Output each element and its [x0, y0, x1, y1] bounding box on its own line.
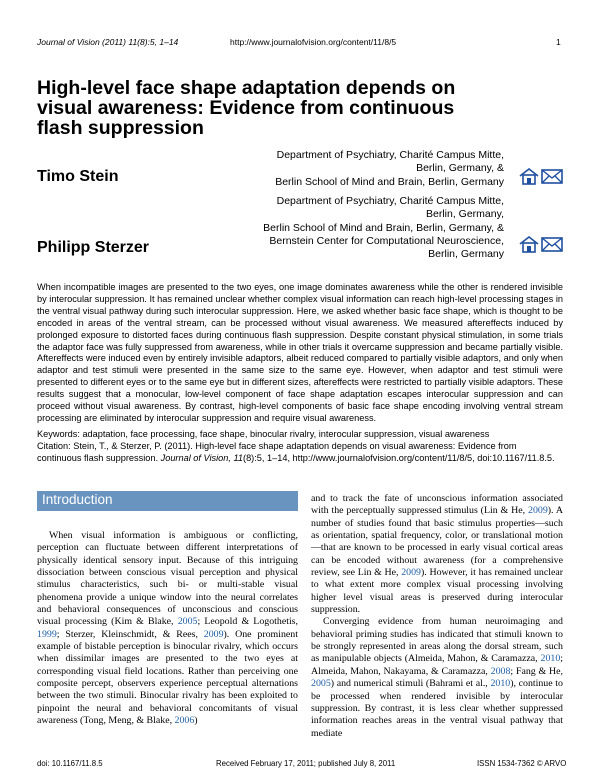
author-links	[519, 236, 563, 253]
citation-link[interactable]: 2009	[203, 628, 224, 640]
body-text: ; Leopold & Logothetis,	[197, 616, 298, 628]
citation-link[interactable]: 1999	[37, 628, 57, 640]
body-text: ). However, it has remained unclear to what extent more complex visual processing involving higher level visual areas is preserved during interocular suppression.	[311, 567, 563, 616]
body-text: ; Sterzer, Kleinschmidt, & Rees,	[56, 628, 204, 640]
email-icon[interactable]	[541, 236, 563, 253]
paragraph	[37, 530, 298, 728]
body-text: ; Almeida, Mahon, Nakayama, & Caramazza,	[311, 653, 563, 677]
citation: Citation: Stein, T., & Sterzer, P. (2011). High-level face shape adaptation depends on visual awareness: Evidence from continuous flash suppression. Journal of Vision, 11(8):5, 1–14, http://www.journalofvision.org/content/11/8/5, doi:10.1167/11.8.5.	[37, 441, 555, 463]
author-name: Philipp Sterzer	[37, 239, 150, 256]
paragraph	[311, 616, 563, 739]
journal-url[interactable]: http://www.journalofvision.org/content/11/8/5	[230, 37, 397, 47]
keywords: Keywords: adaptation, face processing, face shape, binocular rivalry, interocular suppression, visual awareness	[37, 429, 490, 439]
citation-link[interactable]: 2005	[177, 616, 198, 628]
body-text: )	[194, 715, 198, 727]
body-column-left	[37, 530, 298, 728]
email-icon[interactable]	[541, 168, 563, 185]
body-text: Converging evidence from human neuroimaging and behavioral priming studies has indicated that stimuli known to be strongly represented in areas along the dorsal stream, such as manipulable objects (Almeida, Mahon, & Caramazza,	[311, 616, 563, 665]
body-text: ) and numerical stimuli (Bahrami et al.,	[330, 678, 491, 690]
paragraph	[311, 493, 563, 616]
journal-header: Journal of Vision (2011) 11(8):5, 1–14	[37, 37, 179, 47]
page-number: 1	[556, 37, 561, 47]
footer-doi: doi: 10.1167/11.8.5	[37, 759, 103, 768]
body-text: ). A number of studies found that basic stimulus properties—such as orientation, spatial frequency, color, or translational motion—that are known to be processed in early visual cortical areas can be encoded without awareness (for a comprehensive review, see Lin & He,	[311, 505, 563, 579]
author-links	[519, 168, 563, 185]
body-text: When visual information is ambiguous or conflicting, perception can fluctuate between different interpretations of physically identical sensory input. Because of this intriguing dissociation between conscious visual perception and physical stimulus characteristics, such bi- or multi-stable visual phenomena provide a unique window into the neural correlates and behavioral consequences of unconscious and conscious visual processing (Kim & Blake,	[37, 530, 298, 628]
citation-link[interactable]: 2009	[401, 567, 421, 579]
author-name: Timo Stein	[37, 168, 119, 185]
paper-title: High-level face shape adaptation depends on visual awareness: Evidence from continuous flash suppression	[37, 77, 456, 139]
body-text: ). One prominent example of bistable perception is binocular rivalry, which occurs when dissimilar images are presented to the two eyes at corresponding visual field locations. Rather than perceiving one composite percept, observers experience perceptual alternations between the two stimuli. Binocular rivalry has been exploited to pinpoint the neural and behavioral concomitants of visual awareness (Tong, Meng, & Blake,	[37, 628, 298, 727]
footer-dates: Received February 17, 2011; published July 8, 2011	[216, 759, 396, 768]
citation-link[interactable]: 2010	[490, 678, 511, 690]
body-text: ), continue to be processed when rendered invisible by interocular suppression. By contrast, it is less clear whether suppressed information reaches areas in the ventral visual pathway that mediate	[311, 678, 563, 739]
citation-link[interactable]: 2010	[540, 653, 561, 665]
citation-link[interactable]: 2006	[174, 715, 195, 727]
citation-link[interactable]: 2008	[490, 665, 511, 677]
footer-issn: ISSN 1534-7362 © ARVO	[477, 759, 567, 768]
citation-link[interactable]: 2005	[311, 678, 331, 690]
author-affiliation: Department of Psychiatry, Charité Campus Mitte, Berlin, Germany, Berlin School of Mind and Brain, Berlin, Germany, & Bernstein Center for Computational Neuroscience, Berlin, Germany	[263, 195, 504, 261]
home-icon[interactable]	[519, 236, 539, 253]
citation-link[interactable]: 2009	[528, 505, 548, 517]
body-text: and to track the fate of unconscious information associated with the perceptually suppressed stimulus (Lin & He,	[311, 493, 563, 517]
author-affiliation: Department of Psychiatry, Charité Campus Mitte, Berlin, Germany, & Berlin School of Mind and Brain, Berlin, Germany	[275, 149, 504, 188]
home-icon[interactable]	[519, 168, 539, 185]
section-title: Introduction	[42, 492, 113, 507]
abstract: When incompatible images are presented to the two eyes, one image dominates awareness while the other is rendered invisible by interocular suppression. It has remained unclear whether complex visual information can reach high-level processing stages in the ventral visual pathway during such interocular suppression. Here, we asked whether basic face shape, which is thought to be encoded in areas of the ventral stream, can be processed without visual awareness. We measured aftereffects induced by prolonged exposure to distorted faces during continuous flash suppression. Despite constant physical stimulation, in some trials the adaptor face was fully suppressed from awareness, while in other trials it overcame suppression and became partially visible. Aftereffects were induced even by entirely invisible adaptors, albeit reduced compared to partially visible adaptors, and only when adaptor and test stimuli were presented in the same size to the same eye. However, when adaptor and test stimuli were presented to different eyes or to the same eye but in different sizes, aftereffects were restricted to partially visible adaptors. These results suggest that a monocular, low-level component of face shape adaptation escapes interocular suppression and can proceed without visual awareness. By contrast, high-level components of basic face shape encoding involving ventral stream processing are eliminated by interocular suppression and require visual awareness.	[37, 282, 563, 423]
body-text: ; Fang & He,	[510, 665, 563, 677]
body-column-right	[311, 493, 563, 740]
